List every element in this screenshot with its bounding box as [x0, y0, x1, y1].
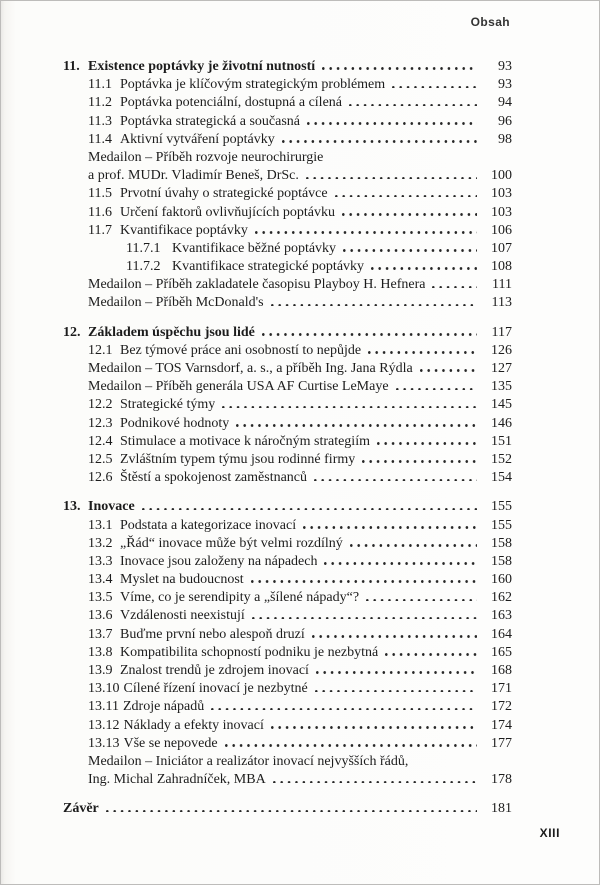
toc-entry — [63, 571, 512, 589]
entry-number: 12.5 — [88, 451, 113, 467]
dot-leader — [251, 580, 477, 583]
toc-entry — [63, 258, 512, 276]
entry-page-number: 113 — [491, 295, 512, 311]
toc-entry — [63, 607, 512, 625]
entry-title: Závěr — [63, 801, 99, 817]
entry-page-number: 93 — [498, 77, 512, 93]
entry-number: 13.5 — [88, 590, 113, 606]
dot-leader — [396, 388, 477, 391]
dot-leader — [350, 544, 477, 547]
dot-leader — [312, 635, 477, 638]
toc-entry — [63, 185, 512, 203]
toc-entry — [63, 240, 512, 258]
entry-number: 13.10 — [88, 681, 120, 697]
entry-title: Buďme první nebo alespoň druzí — [120, 626, 305, 642]
toc-entry — [63, 58, 512, 76]
toc-entry — [63, 360, 512, 378]
entry-title: Podstata a kategorizace inovací — [120, 517, 297, 533]
entry-page-number: 146 — [491, 415, 512, 431]
toc-entry — [63, 680, 512, 698]
dot-leader — [362, 460, 477, 463]
entry-page-number: 178 — [491, 772, 512, 788]
entry-page-number: 100 — [491, 168, 512, 184]
entry-number: 12.4 — [88, 433, 113, 449]
entry-number: 12.3 — [88, 415, 113, 431]
entry-title: Medailon – Iniciátor a realizátor inovací nejvyšších řádů, — [88, 753, 409, 769]
entry-page-number: 172 — [491, 699, 512, 715]
toc-entry — [63, 167, 512, 185]
toc-entry — [63, 342, 512, 360]
dot-leader — [314, 479, 477, 482]
entry-number: 11.7 — [88, 222, 112, 238]
dot-leader — [385, 653, 477, 656]
toc-entry — [63, 553, 512, 571]
dot-leader — [142, 508, 477, 511]
entry-page-number: 154 — [491, 470, 512, 486]
dot-leader — [371, 267, 477, 270]
toc-entry — [63, 771, 512, 789]
dot-leader — [306, 177, 477, 180]
entry-number: 13.9 — [88, 663, 113, 678]
entry-page-number: 163 — [491, 608, 512, 624]
toc-entry — [63, 498, 512, 516]
entry-title: Kvantifikace poptávky — [120, 222, 248, 238]
dot-leader — [349, 104, 477, 107]
entry-title: Aktivní vytváření poptávky — [120, 131, 275, 147]
dot-leader — [303, 526, 477, 529]
toc-entry — [63, 76, 512, 94]
entry-page-number: 162 — [491, 590, 512, 606]
toc-entry — [63, 589, 512, 607]
toc-entry — [63, 662, 512, 680]
toc-entry — [63, 276, 512, 294]
entry-title: Znalost trendů je zdrojem inovací — [120, 663, 309, 678]
entry-page-number: 103 — [491, 204, 512, 220]
dot-leader — [262, 333, 477, 336]
toc-entry — [63, 753, 512, 771]
toc-entry — [63, 717, 512, 735]
entry-number: 11.5 — [88, 186, 112, 202]
toc-entry — [63, 451, 512, 469]
entry-page-number: 164 — [491, 626, 512, 642]
entry-title: Strategické týmy — [120, 397, 216, 413]
dot-leader — [315, 690, 477, 693]
entry-number: 13.8 — [88, 644, 113, 660]
toc-entry — [63, 294, 512, 312]
entry-title: Víme, co je serendipity a „šílené nápady“? — [120, 590, 360, 606]
table-of-contents — [63, 58, 512, 819]
toc-entry — [63, 535, 512, 553]
dot-leader — [106, 810, 477, 813]
entry-number: 13.1 — [88, 517, 113, 533]
dot-leader — [366, 599, 477, 602]
dot-leader — [282, 140, 477, 143]
entry-page-number: 152 — [491, 451, 512, 467]
entry-page-number: 106 — [491, 222, 512, 238]
toc-entry — [63, 204, 512, 222]
entry-title: Existence poptávky je životní nutností — [88, 59, 316, 74]
toc-entry — [63, 626, 512, 644]
entry-title: a prof. MUDr. Vladimír Beneš, DrSc. — [88, 168, 299, 184]
dot-leader — [271, 304, 477, 307]
entry-title: Ing. Michal Zahradníček, MBA — [88, 772, 266, 788]
entry-number: 11.7.2 — [126, 259, 161, 275]
toc-entry — [63, 644, 512, 662]
dot-leader — [273, 781, 477, 784]
toc-entry — [63, 517, 512, 535]
entry-number: 12.6 — [88, 470, 113, 486]
dot-leader — [271, 726, 477, 729]
entry-title: Medailon – TOS Varnsdorf, a. s., a příběh Ing. Jana Rýdla — [88, 361, 413, 376]
toc-entry — [63, 378, 512, 396]
entry-title: Kvantifikace běžné poptávky — [172, 240, 337, 256]
entry-number: 13.6 — [88, 608, 113, 624]
dot-leader — [225, 744, 477, 747]
dot-leader — [252, 617, 477, 620]
entry-number: 13. — [63, 499, 81, 515]
toc-entry — [63, 735, 512, 753]
page-number-text: XIII — [539, 826, 560, 840]
entry-number: 13.4 — [88, 572, 113, 588]
entry-title: Základem úspěchu jsou lidé — [88, 324, 255, 340]
entry-title: Poptávka strategická a současná — [120, 113, 300, 129]
entry-title: Prvotní úvahy o strategické poptávce — [120, 186, 328, 202]
entry-page-number: 135 — [491, 379, 512, 395]
toc-entry — [63, 94, 512, 112]
toc-entry — [63, 469, 512, 487]
dot-leader — [236, 424, 477, 427]
toc-entry — [63, 149, 512, 167]
entry-title: Cílené řízení inovací je nezbytné — [123, 681, 308, 697]
entry-title: Vzdálenosti neexistují — [120, 608, 245, 624]
entry-page-number: 171 — [491, 681, 512, 697]
page-number-footer — [540, 826, 560, 840]
entry-title: Určení faktorů ovlivňujících poptávku — [120, 204, 335, 220]
entry-page-number: 174 — [491, 717, 512, 733]
entry-title: Zvláštním typem týmu jsou rodinné firmy — [120, 451, 356, 467]
entry-title: Medailon – Příběh zakladatele časopisu Playboy H. Hefnera — [88, 277, 426, 293]
entry-number: 13.2 — [88, 535, 113, 551]
running-head — [471, 15, 510, 29]
entry-page-number: 165 — [491, 644, 512, 660]
entry-page-number: 181 — [491, 801, 512, 817]
entry-number: 11.4 — [88, 131, 112, 147]
dot-leader — [392, 86, 477, 89]
running-head-text: Obsah — [470, 15, 510, 29]
entry-number: 13.13 — [88, 735, 120, 751]
dot-leader — [324, 562, 477, 565]
entry-page-number: 94 — [498, 95, 512, 111]
dot-leader — [322, 67, 477, 70]
entry-page-number: 103 — [491, 186, 512, 202]
dot-leader — [255, 231, 477, 234]
entry-page-number: 158 — [491, 535, 512, 551]
entry-page-number: 93 — [498, 59, 512, 74]
entry-title: Štěstí a spokojenost zaměstnanců — [120, 470, 308, 486]
toc-entry — [63, 800, 512, 818]
entry-page-number: 98 — [498, 131, 512, 147]
dot-leader — [316, 671, 477, 674]
entry-page-number: 155 — [491, 517, 512, 533]
toc-entry — [63, 415, 512, 433]
entry-number: 13.3 — [88, 553, 113, 569]
dot-leader — [211, 708, 477, 711]
section-gap — [63, 487, 512, 498]
entry-number: 13.12 — [88, 717, 120, 733]
entry-number: 11.3 — [88, 113, 112, 129]
entry-title: Medailon – Příběh McDonald's — [88, 295, 264, 311]
entry-page-number: 160 — [491, 572, 512, 588]
entry-title: Poptávka potenciální, dostupná a cílená — [120, 95, 342, 111]
entry-number: 11. — [63, 59, 80, 74]
entry-title: Kompatibilita schopností podniku je nezbytná — [120, 644, 379, 660]
toc-entry — [63, 324, 512, 342]
entry-title: Inovace jsou založeny na nápadech — [120, 553, 318, 569]
entry-page-number: 117 — [491, 324, 512, 340]
entry-number: 11.1 — [88, 77, 112, 93]
dot-leader — [335, 195, 477, 198]
entry-title: Myslet na budoucnost — [120, 572, 244, 588]
entry-title: Kvantifikace strategické poptávky — [172, 259, 365, 275]
toc-entry — [63, 698, 512, 716]
dot-leader — [222, 406, 477, 409]
entry-title: Poptávka je klíčovým strategickým problémem — [120, 77, 386, 93]
entry-page-number: 107 — [491, 240, 512, 256]
toc-entry — [63, 222, 512, 240]
entry-page-number: 155 — [491, 499, 512, 515]
entry-title: Bez týmové práce ani osobností to nepůjde — [120, 342, 362, 358]
entry-title: Stimulace a motivace k náročným strategiím — [120, 433, 370, 449]
entry-page-number: 96 — [498, 113, 512, 129]
toc-entry — [63, 131, 512, 149]
entry-number: 12. — [63, 324, 81, 340]
entry-number: 11.7.1 — [126, 240, 161, 256]
entry-number: 12.1 — [88, 342, 113, 358]
entry-page-number: 151 — [491, 433, 512, 449]
entry-page-number: 108 — [491, 259, 512, 275]
entry-page-number: 177 — [491, 735, 512, 751]
toc-entry — [63, 433, 512, 451]
entry-title: Podnikové hodnoty — [120, 415, 230, 431]
entry-title: Inovace — [88, 499, 135, 515]
dot-leader — [377, 442, 477, 445]
section-gap — [63, 313, 512, 324]
entry-number: 13.7 — [88, 626, 113, 642]
entry-title: Medailon – Příběh generála USA AF Curtise LeMaye — [88, 379, 389, 395]
dot-leader — [342, 213, 477, 216]
entry-page-number: 145 — [491, 397, 512, 413]
entry-title: Vše se nepovede — [123, 735, 218, 751]
entry-title: „Řád“ inovace může být velmi rozdílný — [120, 535, 343, 551]
dot-leader — [307, 122, 477, 125]
entry-page-number: 158 — [491, 553, 512, 569]
dot-leader — [368, 351, 477, 354]
entry-number: 12.2 — [88, 397, 113, 413]
entry-title: Medailon – Příběh rozvoje neurochirurgie — [88, 149, 324, 165]
toc-entry — [63, 113, 512, 131]
dot-leader — [432, 286, 477, 289]
section-gap — [63, 789, 512, 800]
dot-leader — [343, 249, 477, 252]
entry-number: 11.2 — [88, 95, 112, 111]
entry-number: 13.11 — [88, 699, 119, 715]
entry-title: Náklady a efekty inovací — [123, 717, 264, 733]
entry-page-number: 126 — [491, 342, 512, 358]
entry-page-number: 168 — [491, 663, 512, 678]
toc-entry — [63, 396, 512, 414]
entry-page-number: 111 — [492, 277, 512, 293]
dot-leader — [420, 369, 477, 372]
entry-number: 11.6 — [88, 204, 112, 220]
entry-title: Zdroje nápadů — [122, 699, 205, 715]
entry-page-number: 127 — [491, 361, 512, 376]
